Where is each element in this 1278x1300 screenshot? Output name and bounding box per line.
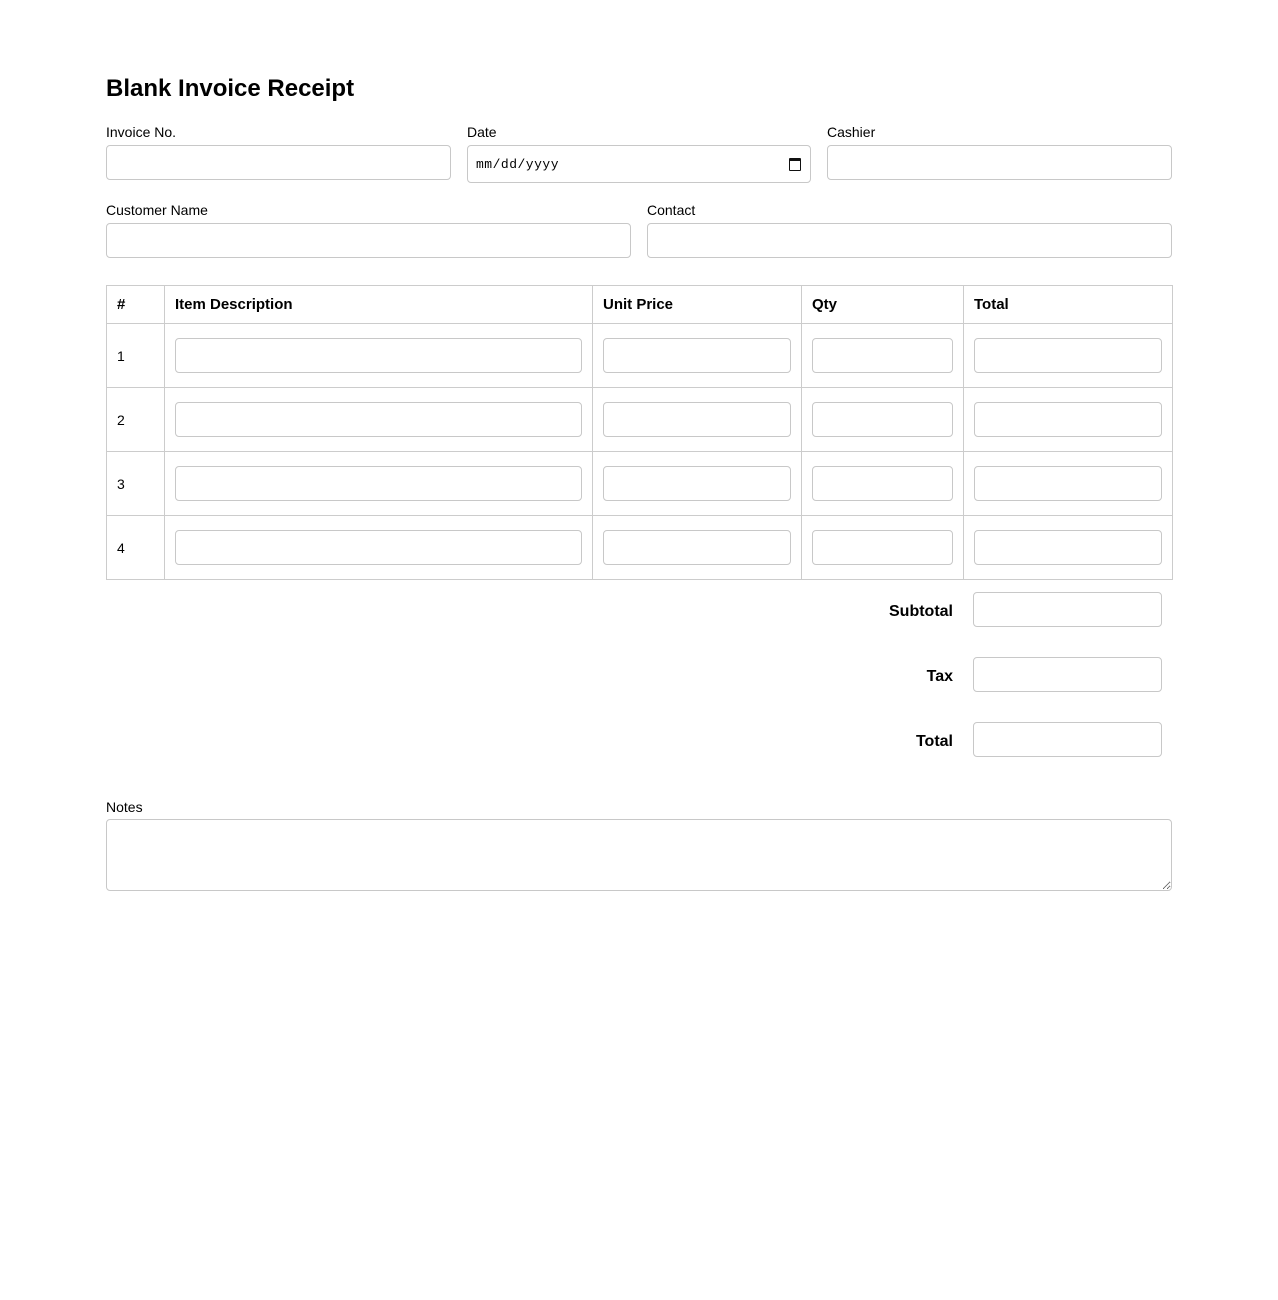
invoice-no-field	[106, 124, 451, 180]
column-header-unit-price: Unit Price	[593, 286, 802, 324]
contact-field	[647, 202, 1172, 258]
invoice-no-label: Invoice No.	[106, 124, 177, 140]
invoice-no-input[interactable]	[106, 145, 451, 180]
customer-name-label: Customer Name	[106, 202, 208, 218]
unit-price-input[interactable]	[603, 466, 791, 501]
column-header-qty: Qty	[802, 286, 964, 324]
item-description-input[interactable]	[175, 530, 582, 565]
calendar-icon[interactable]	[789, 158, 801, 171]
customer-name-field	[106, 202, 631, 258]
grand-total-label: Total	[915, 733, 953, 750]
table-header-row	[107, 286, 1173, 324]
row-number: 4	[107, 516, 165, 580]
column-header-total: Total	[964, 286, 1173, 324]
notes-field	[106, 799, 1172, 891]
item-description-input[interactable]	[175, 402, 582, 437]
qty-input[interactable]	[812, 466, 953, 501]
subtotal-row	[106, 592, 1172, 627]
notes-textarea[interactable]	[106, 819, 1172, 891]
grand-total-row	[106, 722, 1172, 757]
unit-price-input[interactable]	[603, 338, 791, 373]
subtotal-label: Subtotal	[889, 603, 953, 620]
page-title: Blank Invoice Receipt	[106, 75, 355, 102]
column-header-number: #	[107, 286, 165, 324]
cashier-field	[827, 124, 1172, 180]
table-row	[107, 452, 1173, 516]
table-row	[107, 324, 1173, 388]
date-input[interactable]	[467, 145, 811, 183]
tax-label: Tax	[926, 668, 953, 685]
contact-input[interactable]	[647, 223, 1172, 258]
tax-row	[106, 657, 1172, 692]
row-number: 3	[107, 452, 165, 516]
grand-total-input[interactable]	[973, 722, 1162, 757]
unit-price-input[interactable]	[603, 530, 791, 565]
subtotal-input[interactable]	[973, 592, 1162, 627]
line-total-input[interactable]	[974, 402, 1162, 437]
notes-label: Notes	[106, 799, 143, 815]
cashier-label: Cashier	[827, 124, 876, 140]
line-total-input[interactable]	[974, 530, 1162, 565]
line-total-input[interactable]	[974, 338, 1162, 373]
customer-name-input[interactable]	[106, 223, 631, 258]
tax-input[interactable]	[973, 657, 1162, 692]
line-total-input[interactable]	[974, 466, 1162, 501]
unit-price-input[interactable]	[603, 402, 791, 437]
date-placeholder: mm/dd/yyyy	[476, 156, 560, 172]
date-field	[467, 124, 811, 183]
table-row	[107, 388, 1173, 452]
table-row	[107, 516, 1173, 580]
item-description-input[interactable]	[175, 466, 582, 501]
row-number: 2	[107, 388, 165, 452]
date-label: Date	[467, 124, 497, 140]
qty-input[interactable]	[812, 530, 953, 565]
qty-input[interactable]	[812, 338, 953, 373]
item-description-input[interactable]	[175, 338, 582, 373]
items-table	[106, 285, 1173, 580]
qty-input[interactable]	[812, 402, 953, 437]
row-number: 1	[107, 324, 165, 388]
cashier-input[interactable]	[827, 145, 1172, 180]
column-header-description: Item Description	[165, 286, 593, 324]
contact-label: Contact	[647, 202, 696, 218]
